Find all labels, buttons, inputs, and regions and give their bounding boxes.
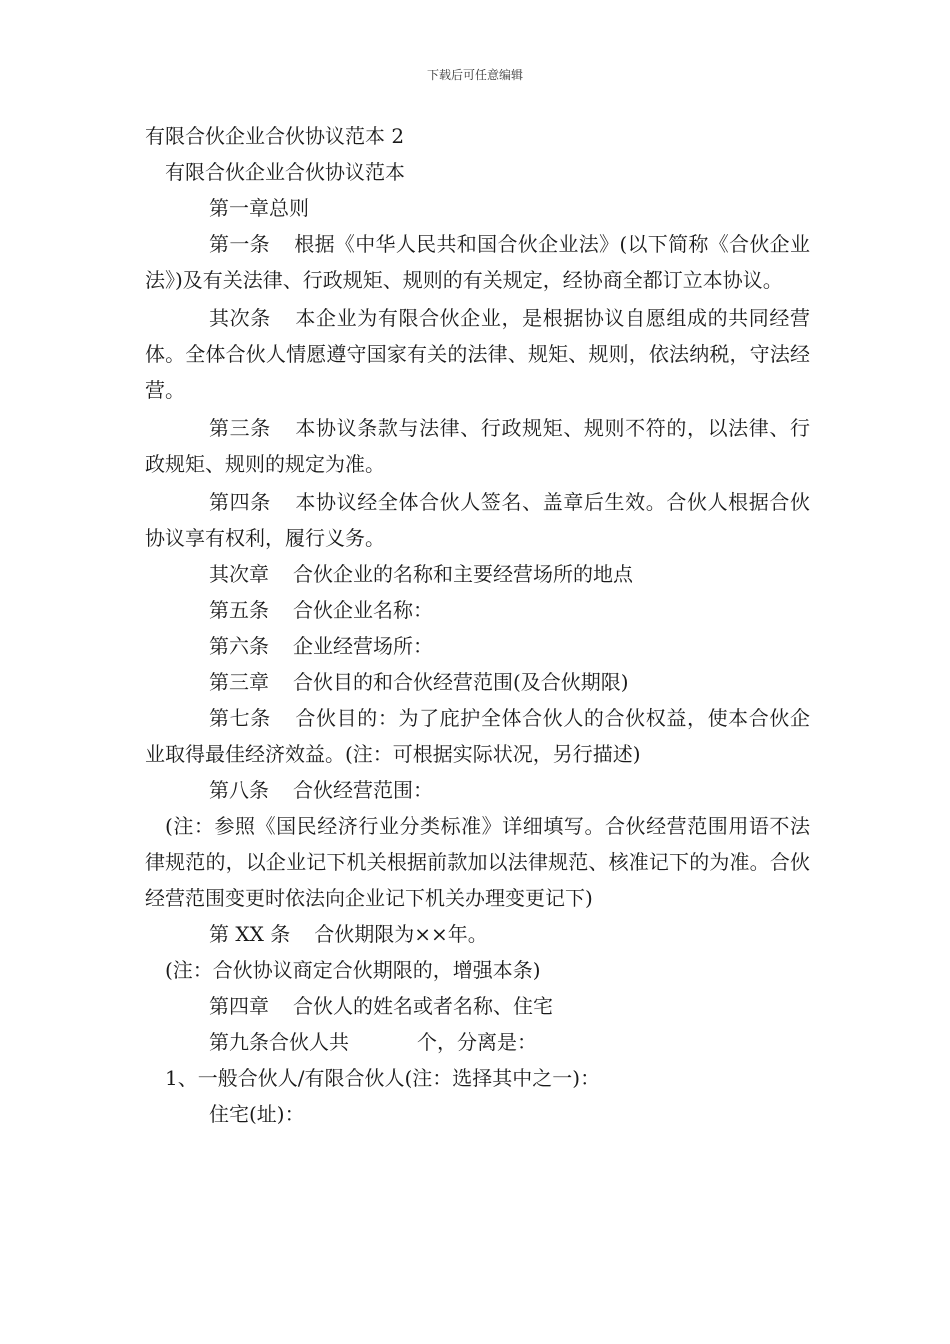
- article-8-number: 第八条: [209, 778, 269, 802]
- article-7-number: 第七条: [209, 706, 271, 730]
- chapter-1-heading: 第一章总则: [209, 196, 309, 220]
- article-7: [145, 700, 810, 772]
- chapter-2-title: 合伙企业的名称和主要经营场所的地点: [293, 562, 633, 586]
- article-8-text: 合伙经营范围：: [293, 778, 433, 802]
- partner-item-1: 1、一般合伙人/有限合伙人(注：选择其中之一)：: [165, 1066, 601, 1090]
- document-subtitle: 有限合伙企业合伙协议范本: [165, 160, 405, 184]
- article-4-text: 本协议经全体合伙人签名、盖章后生效。合伙人根据合伙协议享有权利，履行义务。: [145, 490, 811, 550]
- address-field: 住宅(址)：: [209, 1102, 305, 1126]
- article-1: [145, 226, 810, 298]
- article-xx-number: 第 XX 条: [209, 922, 291, 946]
- page-header: 下载后可任意编辑: [426, 68, 523, 82]
- article-1-number: 第一条: [209, 232, 270, 256]
- article-9-text-start: 第九条合伙人共: [209, 1030, 349, 1054]
- article-9-text-end: 个，分离是：: [417, 1030, 537, 1054]
- article-2-number: 其次条: [209, 306, 271, 330]
- article-4: [145, 484, 810, 556]
- article-9: [145, 1024, 810, 1060]
- chapter-2-number: 其次章: [209, 562, 269, 586]
- article-4-number: 第四条: [209, 490, 271, 514]
- note-business-scope: (注：参照《国民经济行业分类标准》详细填写。合伙经营范围用语不法律规范的，以企业记下机关根据前款加以法律规范、核准记下的为准。合伙经营范围变更时依法向企业记下机关办理变更记下): [145, 814, 810, 910]
- article-2: [145, 300, 810, 408]
- article-2-text: 本企业为有限合伙企业，是根据协议自愿组成的共同经营体。全体合伙人情愿遵守国家有关的法律、规矩、规则，依法纳税，守法经营。: [145, 306, 811, 402]
- article-xx-text: 合伙期限为××年。: [314, 922, 488, 946]
- document-body: [145, 118, 810, 1132]
- article-3-text: 本协议条款与法律、行政规矩、规则不符的，以法律、行政规矩、规则的规定为准。: [145, 416, 811, 476]
- chapter-4-title: 合伙人的姓名或者名称、住宅: [293, 994, 553, 1018]
- article-6-number: 第六条: [209, 634, 269, 658]
- chapter-4-number: 第四章: [209, 994, 269, 1018]
- article-5-number: 第五条: [209, 598, 269, 622]
- chapter-3-heading: [145, 664, 810, 700]
- article-6: [145, 628, 810, 664]
- article-xx: [145, 916, 810, 952]
- note-term: (注：合伙协议商定合伙期限的，增强本条): [165, 958, 541, 982]
- chapter-3-title: 合伙目的和合伙经营范围(及合伙期限): [293, 670, 629, 694]
- chapter-3-number: 第三章: [209, 670, 269, 694]
- article-6-text: 企业经营场所：: [293, 634, 433, 658]
- article-1-text: 根据《中华人民共和国合伙企业法》(以下简称《合伙企业法》)及有关法律、行政规矩、规则的有关规定，经协商全都订立本协议。: [145, 232, 810, 292]
- article-5-text: 合伙企业名称：: [293, 598, 433, 622]
- article-7-text: 合伙目的：为了庇护全体合伙人的合伙权益，使本合伙企业取得最佳经济效益。(注：可根据实际状况，另行描述): [145, 706, 811, 766]
- article-3: [145, 410, 810, 482]
- document-title: 有限合伙企业合伙协议范本 2: [145, 124, 405, 148]
- chapter-4-heading: [145, 988, 810, 1024]
- article-3-number: 第三条: [209, 416, 271, 440]
- article-5: [145, 592, 810, 628]
- chapter-2-heading: [145, 556, 810, 592]
- article-8: [145, 772, 810, 808]
